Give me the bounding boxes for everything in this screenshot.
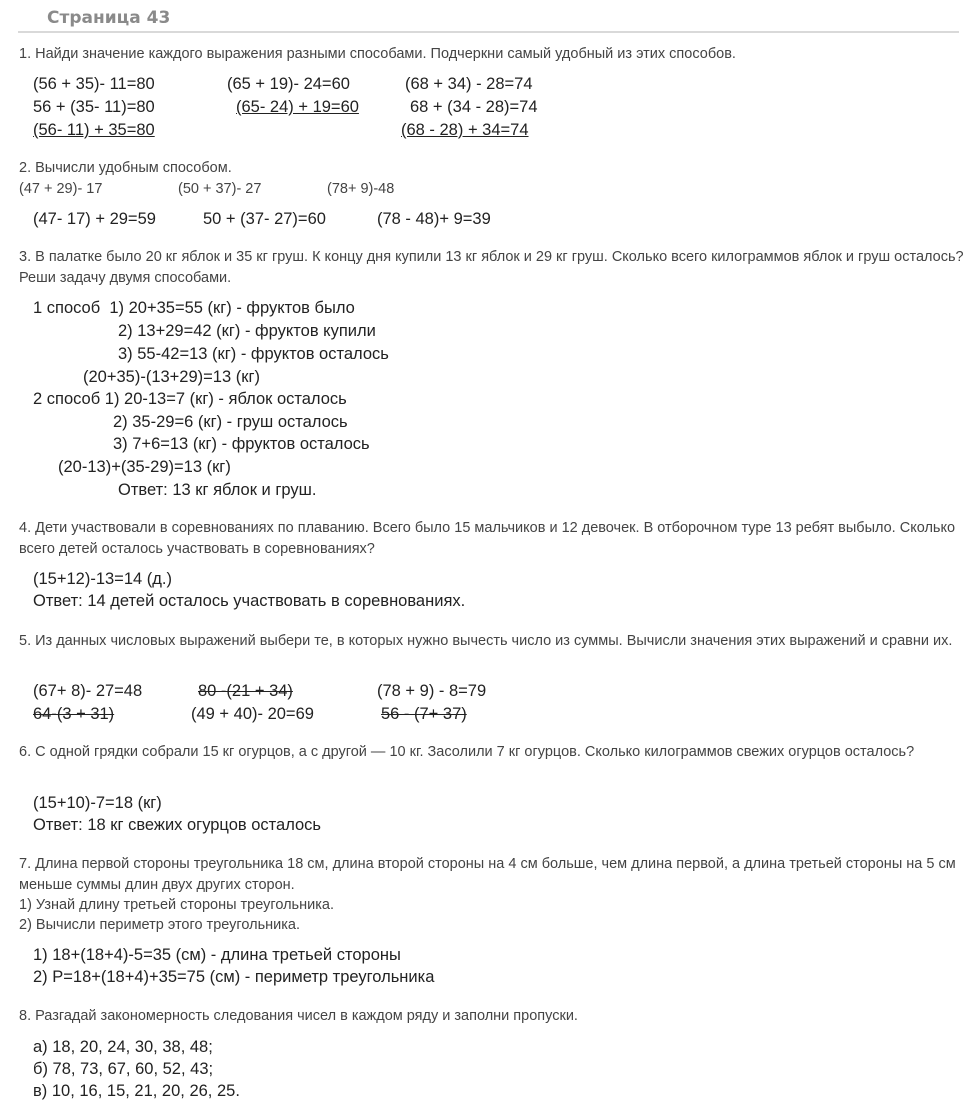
task3-line4: (20+35)-(13+29)=13 (кг) (83, 368, 260, 386)
task7-line1: 1) 18+(18+4)-5=35 (см) - длина третьей стороны (33, 946, 401, 964)
task1-col1-line1: (56 + 35)- 11=80 (33, 75, 155, 93)
task5-question: 5. Из данных числовых выражений выбери те, в которых нужно вычесть число из суммы. Вычисли значения этих выражений и сравни их. (19, 633, 953, 649)
task5-row1-1: (67+ 8)- 27=48 (33, 682, 143, 700)
task2-expr-2: (50 + 37)- 27 (178, 181, 262, 197)
task1-question: 1. Найди значение каждого выражения разными способами. Подчеркни самый удобный из этих способов. (19, 46, 736, 62)
task5-row2-2: (49 + 40)- 20=69 (191, 705, 314, 723)
task3-line5: 2 способ 1) 20-13=7 (кг) - яблок осталось (33, 390, 347, 408)
task3-line7: 3) 7+6=13 (кг) - фруктов осталось (113, 435, 370, 453)
task6-question: 6. С одной грядки собрали 15 кг огурцов, а с другой — 10 кг. Засолили 7 кг огурцов. Сколько килограммов свежих огурцов осталось? (19, 744, 915, 760)
task2-expr-1: (47 + 29)- 17 (19, 181, 103, 197)
task7-sub2: 2) Вычисли периметр этого треугольника. (19, 917, 301, 933)
page-title: Страница 43 (47, 8, 171, 28)
task5-row1-3: (78 + 9) - 8=79 (377, 682, 487, 700)
task2-answer-3: (78 - 48)+ 9=39 (377, 210, 491, 228)
task8-line-c: в) 10, 16, 15, 21, 20, 26, 25. (33, 1082, 240, 1100)
task3-line2: 2) 13+29=42 (кг) - фруктов купили (118, 322, 376, 340)
task3-answer: Ответ: 13 кг яблок и груш. (118, 481, 317, 499)
task6-line1: (15+10)-7=18 (кг) (33, 794, 162, 812)
task7-sub1: 1) Узнай длину третьей стороны треугольника. (19, 897, 334, 913)
task1-col1-line3: (56- 11) + 35=80 (33, 121, 155, 139)
task7-question: 7. Длина первой стороны треугольника 18 см, длина второй стороны на 4 см больше, чем длина первой, а длина третьей стороны на 5 см меньше суммы длин двух других сторон. (19, 856, 956, 893)
task1-col2-line1: (65 + 19)- 24=60 (227, 75, 350, 93)
task1-col3-line1: (68 + 34) - 28=74 (405, 75, 533, 93)
task7-line2: 2) P=18+(18+4)+35=75 (см) - периметр треугольника (33, 968, 435, 986)
task1-col1-line2: 56 + (35- 11)=80 (33, 98, 155, 116)
task1-col3-line3: (68 - 28) + 34=74 (401, 121, 529, 139)
task2-answer-2: 50 + (37- 27)=60 (203, 210, 326, 228)
task2-expr-3: (78+ 9)-48 (327, 181, 395, 197)
task8-question: 8. Разгадай закономерность следования чисел в каждом ряду и заполни пропуски. (19, 1008, 578, 1024)
task2-question: 2. Вычисли удобным способом. (19, 160, 232, 176)
task3-line6: 2) 35-29=6 (кг) - груш осталось (113, 413, 348, 431)
task5-row2-1: 64-(3 + 31) (33, 705, 115, 723)
task5-row1-2: 80 -(21 + 34) (198, 682, 293, 700)
task2-answer-1: (47- 17) + 29=59 (33, 210, 156, 228)
task4-question: 4. Дети участвовали в соревнованиях по плаванию. Всего было 15 мальчиков и 12 девочек. В отборочном туре 13 ребят выбыло. Сколько всего детей осталось участвовать в соревнованиях? (19, 520, 956, 557)
task1-col3-line2: 68 + (34 - 28)=74 (410, 98, 538, 116)
task6-answer: Ответ: 18 кг свежих огурцов осталось (33, 816, 322, 834)
task3-question: 3. В палатке было 20 кг яблок и 35 кг груш. К концу дня купили 13 кг яблок и 29 кг груш. Сколько всего килограммов яблок и груш осталось? Реши задачу двумя способами. (19, 249, 964, 286)
task4-line1: (15+12)-13=14 (д.) (33, 570, 172, 588)
header-divider (18, 31, 959, 33)
task3-line3: 3) 55-42=13 (кг) - фруктов осталось (118, 345, 389, 363)
task8-line-b: б) 78, 73, 67, 60, 52, 43; (33, 1060, 214, 1078)
task8-line-a: а) 18, 20, 24, 30, 38, 48; (33, 1038, 213, 1056)
task1-col2-line2: (65- 24) + 19=60 (236, 98, 359, 116)
task3-line8: (20-13)+(35-29)=13 (кг) (58, 458, 231, 476)
task3-line1: 1 способ 1) 20+35=55 (кг) - фруктов было (33, 299, 355, 317)
task4-answer: Ответ: 14 детей осталось участвовать в соревнованиях. (33, 592, 466, 610)
task5-row2-3: 56 - (7+ 37) (381, 705, 467, 723)
